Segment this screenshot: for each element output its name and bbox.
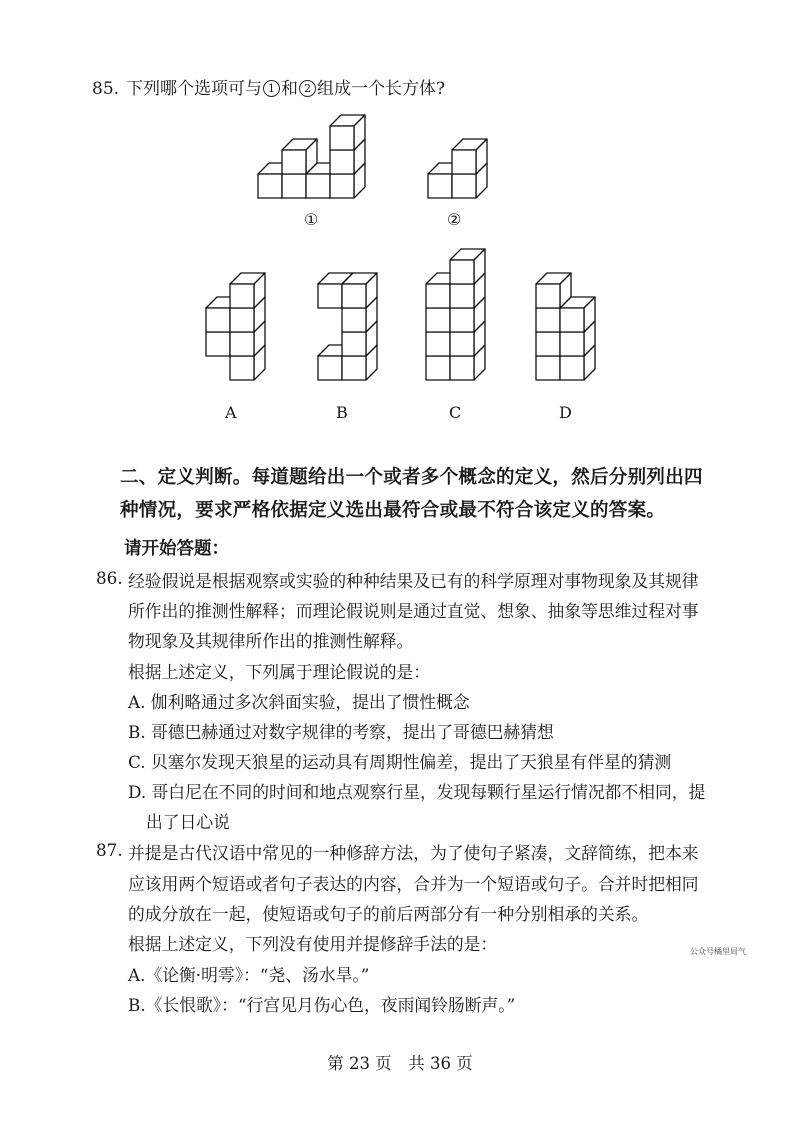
option-label-a: A: [225, 403, 237, 422]
q87-text-line: 的成分放在一起，使短语或句子的前后两部分有一种分别相承的关系。: [128, 904, 649, 924]
circled-mark-1: 1: [263, 80, 280, 97]
cube-front-face: [318, 356, 342, 380]
q86-option-a[interactable]: A. 伽利略通过多次斜面实验，提出了惯性概念: [128, 692, 470, 712]
circled-mark-2: 2: [299, 80, 316, 97]
q86-text-line: 经验假说是根据观察或实验的种种结果及已有的科学原理对事物现象及其规律: [128, 571, 699, 591]
option-label-d: D: [559, 403, 572, 422]
cube-front-face: [330, 150, 354, 174]
question-87-number: 87.: [96, 840, 123, 860]
cube-front-face: [330, 174, 354, 198]
cube-front-face: [282, 150, 306, 174]
q86-option-b[interactable]: B. 哥德巴赫通过对数字规律的考察，提出了哥德巴赫猜想: [128, 722, 554, 742]
cube-front-face: [536, 332, 560, 356]
page-footer: 第 23 页 共 36 页: [327, 1054, 473, 1073]
cube-front-face: [450, 260, 474, 284]
question-86-number: 86.: [96, 568, 123, 588]
stem-text-post: 组成一个长方体?: [317, 79, 446, 99]
cube-front-face: [426, 284, 450, 308]
cube-front-face: [230, 308, 254, 332]
figure-label-2: ②: [447, 210, 462, 229]
cube-front-face: [230, 356, 254, 380]
cube-front-face: [282, 174, 306, 198]
q87-option-a[interactable]: A.《论衡·明雩》：“尧、汤水旱。”: [128, 965, 370, 985]
q86-text-line: 所作出的推测性解释；而理论假说则是通过直觉、想象、抽象等思维过程对事: [128, 601, 699, 621]
cube-front-face: [426, 332, 450, 356]
cube-front-face: [450, 308, 474, 332]
cube-front-face: [258, 174, 282, 198]
stem-text-pre: 下列哪个选项可与: [126, 79, 262, 99]
q87-prompt: 根据上述定义，下列没有使用并提修辞手法的是：: [128, 934, 498, 954]
cube-front-face: [450, 284, 474, 308]
cube-figures: [0, 0, 800, 440]
q86-prompt: 根据上述定义，下列属于理论假说的是：: [128, 662, 431, 682]
option-label-b: B: [336, 403, 348, 422]
cube-front-face: [536, 284, 560, 308]
watermark: 公众号橘里局气: [690, 947, 746, 956]
section-heading-line2: 种情况，要求严格依据定义选出最符合或最不符合该定义的答案。: [120, 500, 666, 521]
cube-front-face: [452, 174, 476, 198]
cube-front-face: [426, 308, 450, 332]
cube-front-face: [426, 356, 450, 380]
cube-front-face: [560, 332, 584, 356]
section-heading-line1: 二、定义判断。每道题给出一个或者多个概念的定义，然后分别列出四: [120, 467, 703, 488]
q87-text-line: 应该用两个短语或者句子表达的内容，合并为一个短语或句子。合并时把相同: [128, 874, 699, 894]
q87-option-b[interactable]: B.《长恨歌》：“行宫见月伤心色，夜雨闻铃肠断声。”: [128, 995, 516, 1015]
cube-front-face: [560, 308, 584, 332]
q86-option-d[interactable]: D. 哥白尼在不同的时间和地点观察行星，发现每颗行星运行情况都不相同，提: [128, 782, 706, 802]
cube-front-face: [342, 332, 366, 356]
cube-front-face: [450, 356, 474, 380]
cube-front-face: [342, 356, 366, 380]
cube-front-face: [450, 332, 474, 356]
cube-front-face: [452, 150, 476, 174]
cube-front-face: [536, 356, 560, 380]
cube-front-face: [206, 308, 230, 332]
cube-front-face: [536, 308, 560, 332]
cube-front-face: [342, 284, 366, 308]
q87-text-line: 并提是古代汉语中常见的一种修辞方法，为了使句子紧凑，文辞简练，把本来: [128, 843, 699, 863]
stem-text-mid: 和: [281, 79, 298, 99]
q86-option-d-cont: 出了日心说: [146, 812, 230, 832]
question-number: 85.: [92, 79, 120, 99]
q86-option-c[interactable]: C. 贝塞尔发现天狼星的运动具有周期性偏差，提出了天狼星有伴星的猜测: [128, 752, 672, 772]
cube-front-face: [342, 308, 366, 332]
option-label-c: C: [449, 403, 462, 422]
cube-front-face: [560, 356, 584, 380]
cube-front-face: [330, 126, 354, 150]
cube-front-face: [428, 174, 452, 198]
start-answering: 请开始答题：: [124, 539, 229, 559]
cube-front-face: [206, 332, 230, 356]
cube-front-face: [306, 174, 330, 198]
cube-front-face: [230, 332, 254, 356]
cube-front-face: [318, 284, 342, 308]
figure-label-1: ①: [304, 210, 319, 229]
q86-text-line: 物现象及其规律所作出的推测性解释。: [128, 631, 414, 651]
cube-front-face: [230, 284, 254, 308]
